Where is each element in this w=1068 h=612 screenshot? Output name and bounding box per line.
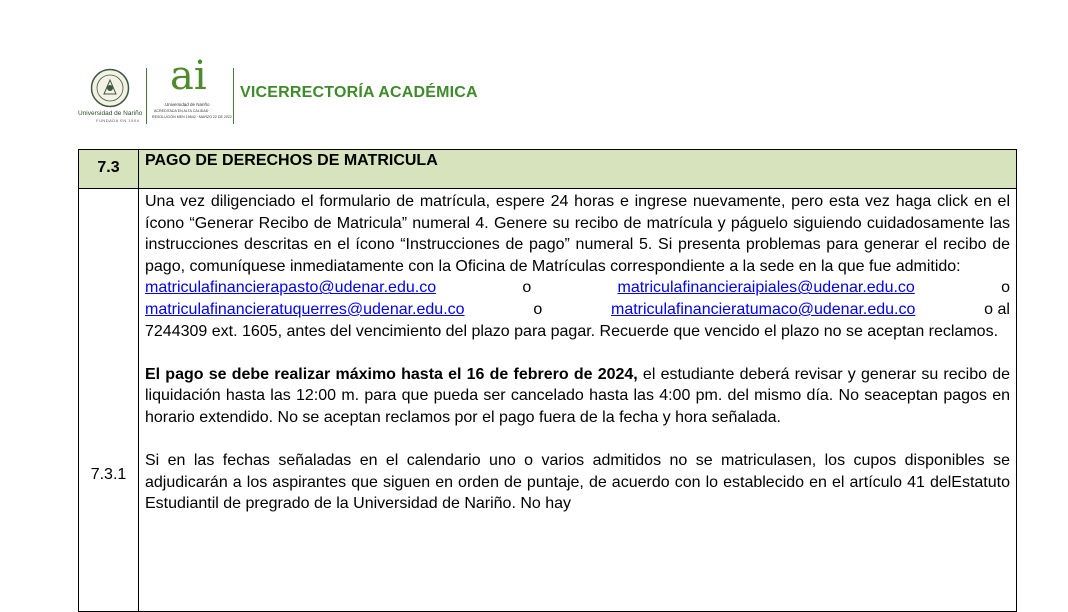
document-table <box>78 149 1017 612</box>
payment-deadline-text: el estudiante deberá revisar y generar su recibo de liquidación hasta las 12:00 m. para que pueda ser cancelado hasta las 4:00 pm. del mismo día. No seaceptan pagos en horario extendido. No se aceptan reclamos por el pago fuera de la fecha y hora señalada. <box>145 365 1010 426</box>
section-number: 7.3 <box>79 150 139 189</box>
section-header-row <box>79 150 1017 189</box>
paragraph-payment-deadline <box>145 364 1010 429</box>
ai-logo: ai <box>170 53 207 99</box>
paragraph-tail: 7244309 ext. 1605, antes del vencimiento del plazo para pagar. Recuerde que vencido el plazo no se aceptan reclamos. <box>145 322 999 340</box>
university-name: Universidad de Nariño <box>78 110 143 117</box>
section-title: PAGO DE DERECHOS DE MATRICULA <box>139 150 1017 189</box>
payment-deadline-bold: El pago se debe realizar máximo hasta el 16 de febrero de 2024, <box>145 365 638 383</box>
item-row <box>79 189 1017 612</box>
divider <box>233 68 234 124</box>
email-link-pasto[interactable]: matriculafinancierapasto@udenar.edu.co <box>145 279 437 297</box>
paragraph-enrollment-receipt <box>145 191 1010 342</box>
conjunction: o <box>533 300 543 318</box>
email-link-ipiales[interactable]: matriculafinancieraipiales@udenar.edu.co <box>617 279 915 297</box>
conjunction: o <box>522 279 532 297</box>
email-line-2 <box>145 299 1010 321</box>
paragraph-text: Una vez diligenciado el formulario de matrícula, espere 24 horas e ingrese nuevamente, pero esta vez haga click en el ícono “Generar Recibo de Matricula” numeral 4. Genere su recibo de matrícula y páguelo siguiendo cuidadosamente las instrucciones descritas en el ícono “Instrucciones de pago” numeral 5. Si presenta problemas para generar el recibo de pago, comuníquese inmediatamente con la Oficina de Matrículas correspondiente a la sede en la que fue admitido: <box>145 193 1010 275</box>
item-content <box>139 189 1017 612</box>
email-link-tumaco[interactable]: matriculafinancieratumaco@udenar.edu.co <box>610 300 916 318</box>
university-seal-icon <box>90 68 130 108</box>
conjunction: o <box>1001 279 1010 297</box>
email-link-tuquerres[interactable]: matriculafinancieratuquerres@udenar.edu.co <box>145 300 465 318</box>
ai-logo-resolution: RESOLUCIÓN MEN 19642 · MARZO 22 DE 2022 <box>152 115 232 119</box>
paragraph-vacancies: Si en las fechas señaladas en el calendario uno o varios admitidos no se matriculasen, los cupos disponibles se adjudicarán a los aspirantes que siguen en orden de puntaje, de acuerdo con lo establecido en el artículo 41 delEstatuto Estudiantil de pregrado de la Universidad de Nariño. No hay <box>145 452 1010 513</box>
item-number: 7.3.1 <box>79 189 139 612</box>
document-header <box>78 53 518 128</box>
ai-logo-accreditation: ACREDITADA EN ALTA CALIDAD <box>154 109 209 113</box>
university-founded: FUNDADA EN 1904 <box>96 118 140 123</box>
conjunction: o al <box>984 300 1010 318</box>
vicerrectoria-title: VICERRECTORÍA ACADÉMICA <box>240 84 478 101</box>
divider <box>146 68 147 124</box>
email-line-1 <box>145 277 1010 299</box>
ai-logo-caption: Universidad de Nariño <box>165 102 210 107</box>
